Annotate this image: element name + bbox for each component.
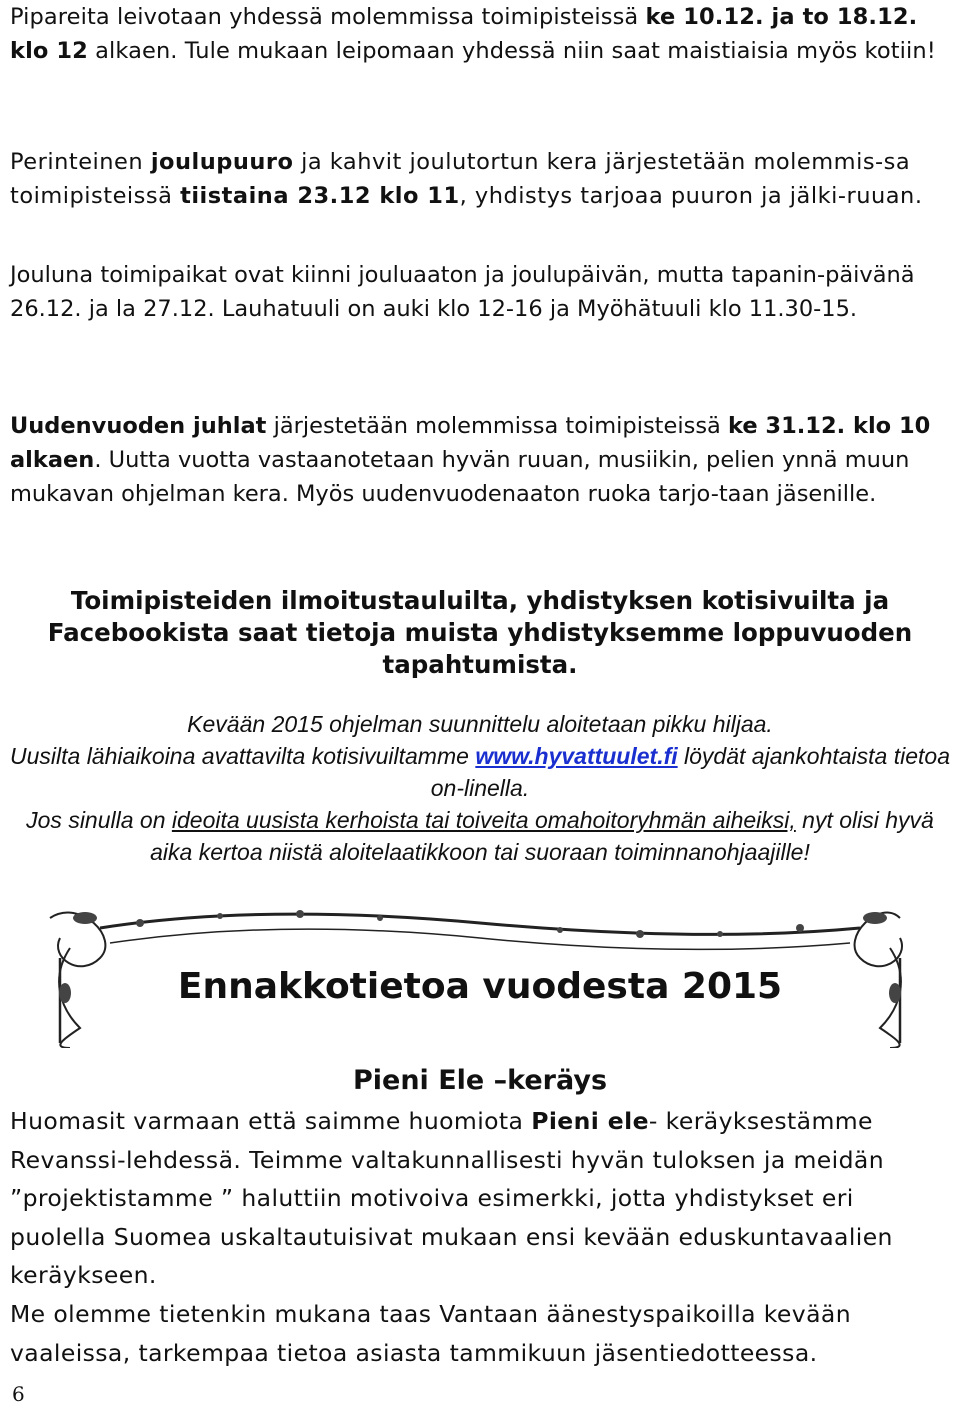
baking-dates: ke 10.12. ja to 18.12. klo 12 bbox=[10, 4, 918, 64]
section-bold: Pieni ele bbox=[531, 1107, 649, 1135]
newyear-text: järjestetään molemmissa toimipisteissä bbox=[266, 413, 728, 439]
porridge-text-mid: ja kahvit joulutortun kera järjestetään molemmis-sa toimipisteissä bbox=[10, 149, 911, 209]
banner-title: Ennakkotietoa vuodesta 2015 bbox=[177, 966, 783, 1007]
newyear-bold-title: Uudenvuoden juhlat bbox=[10, 413, 267, 439]
elections-paragraph bbox=[10, 1295, 950, 1372]
ideas-text-end: nyt olisi hyvä aika kertoa niistä aloitelaatikkoon tai suoraan toiminnanohjaajille! bbox=[150, 807, 934, 865]
christmas-text: Jouluna toimipaikat ovat kiinni jouluaaton ja joulupäivän, mutta tapanin-päivänä 26.12. ja la 27.12. Lauhatuuli on auki klo 12-16 ja Myöhätuuli klo 11.30-15. bbox=[10, 262, 915, 322]
italic-info-block bbox=[10, 708, 950, 868]
ideas-line bbox=[10, 804, 950, 868]
homepage-line bbox=[10, 740, 950, 804]
notice-heading: Toimipisteiden ilmoitustauluilta, yhdistyksen kotisivuilta ja Facebookista saat tietoja muista yhdistyksemme loppuvuoden tapahtumista. bbox=[47, 586, 913, 679]
planning-line: Kevään 2015 ohjelman suunnittelu aloitetaan pikku hiljaa. bbox=[187, 711, 773, 737]
porridge-bold: joulupuuro bbox=[150, 149, 294, 175]
page-number: 6 bbox=[12, 1382, 25, 1406]
baking-text-end: alkaen. Tule mukaan leipomaan yhdessä niin saat maistiaisia myös kotiin! bbox=[87, 38, 936, 64]
baking-paragraph bbox=[10, 0, 950, 68]
christmas-paragraph bbox=[10, 258, 950, 326]
porridge-paragraph bbox=[10, 145, 950, 213]
homepage-text-end: löydät ajankohtaista tietoa on-linella. bbox=[430, 743, 950, 801]
porridge-text-end: , yhdistys tarjoaa puuron ja jälki-ruuan. bbox=[459, 183, 923, 209]
section-text: Huomasit varmaan että saimme huomiota bbox=[10, 1107, 532, 1135]
porridge-text: Perinteinen bbox=[10, 149, 151, 175]
elections-text: Me olemme tietenkin mukana taas Vantaan äänestyspaikoilla kevään vaaleissa, tarkempaa tietoa asiasta tammikuun jäsentiedotteessa. bbox=[10, 1300, 851, 1367]
newyear-paragraph bbox=[10, 409, 950, 511]
newyear-date: ke 31.12. klo 10 alkaen bbox=[10, 413, 931, 473]
newyear-text-end: . Uutta vuotta vastaanotetaan hyvän ruuan, musiikin, pelien ynnä muun mukavan ohjelman kera. Myös uudenvuodenaaton ruoka tarjo-taan jäsenille. bbox=[10, 447, 910, 507]
homepage-link[interactable]: www.hyvattuulet.fi bbox=[475, 743, 678, 769]
homepage-text: Uusilta lähiaikoina avattavilta kotisivuiltamme bbox=[10, 743, 476, 769]
pieni-ele-paragraph bbox=[10, 1102, 950, 1295]
ideas-text: Jos sinulla on bbox=[26, 807, 172, 833]
baking-text: Pipareita leivotaan yhdessä molemmissa toimipisteissä bbox=[10, 4, 646, 30]
section-text-end: - keräyksestämme Revanssi-lehdessä. Teimme valtakunnallisesti hyvän tuloksen ja meidän ”projektistamme ” haluttiin motivoiva esimerkki, jotta yhdistykset eri puolella Suomea uskaltautuisivat mukaan ensi kevään eduskuntavaalien keräykseen. bbox=[10, 1107, 893, 1289]
ideas-underlined: ideoita uusista kerhoista tai toiveita omahoitoryhmän aiheiksi, bbox=[171, 807, 796, 833]
porridge-date: tiistaina 23.12 klo 11 bbox=[180, 183, 460, 209]
section-heading: Pieni Ele –keräys bbox=[352, 1065, 608, 1096]
